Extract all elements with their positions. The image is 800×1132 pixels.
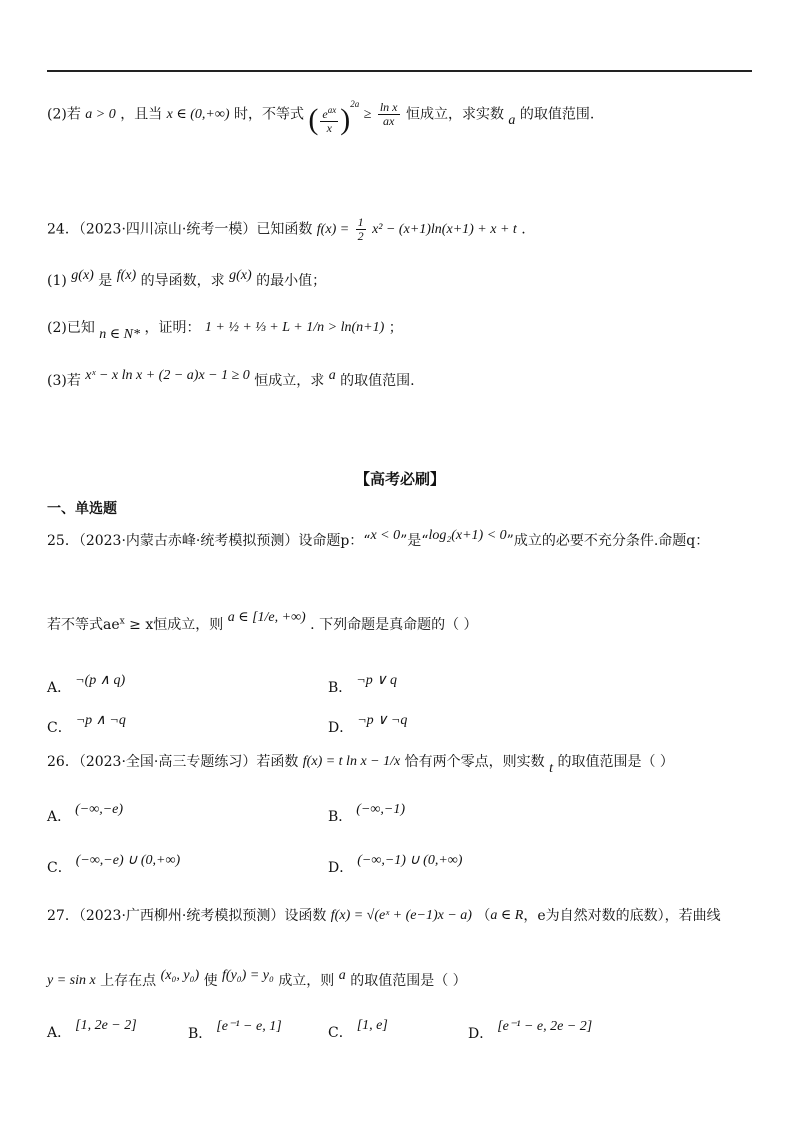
q24-p1-prefix: (1) (47, 273, 67, 289)
q27-option-b[interactable]: B． [e⁻¹ − e, 1] (188, 1019, 282, 1042)
q24-part2 (47, 318, 403, 345)
q24-p1-g: g(x) (71, 268, 94, 283)
q24-p3-end: 的取值范围. (340, 373, 415, 389)
q25-option-c[interactable]: C． ¬p ∧ ¬q (47, 713, 126, 736)
q23-p2-tail: 恒成立，求实数 (405, 106, 504, 123)
q24-stem-prefix: 24．（2023·四川凉山·统考一模）已知函数 (47, 221, 313, 238)
q24-p2-sum: 1 + ½ + ⅓ + L + 1/n > ln(n+1) (204, 320, 385, 335)
q23-p2-ge: ≥ (363, 106, 372, 122)
q26-stem-var: t (549, 761, 554, 776)
q23-p2-cond-a: a > 0 (85, 106, 116, 122)
q25-line1 (47, 526, 709, 551)
q26-stem-a: 26．（2023·全国·高三专题练习）若函数 (47, 754, 299, 770)
q24-part1 (47, 266, 326, 291)
q23-p2-var: a (508, 112, 516, 128)
q27-stem-aR: a ∈ R (490, 908, 524, 923)
q27-stem-a: 27．（2023·广西柳州·统考模拟预测）设函数 (47, 908, 327, 924)
q26-option-b[interactable]: B． (−∞,−1) (328, 802, 405, 825)
q25-cond2: log₂(x+1) < 0 (428, 528, 507, 543)
q25-line1-a: 25．（2023·内蒙古赤峰·统考模拟预测）设命题p：“ (47, 533, 371, 549)
q24-p1-is: 是 (98, 273, 113, 289)
q24-p2-end: ； (388, 320, 403, 336)
q27-stem-func: f(x) = √(eˣ + (e−1)x − a) (330, 908, 472, 923)
q25-option-b[interactable]: B． ¬p ∨ q (328, 673, 397, 696)
q25-line1-b: ”是“ (400, 533, 429, 549)
q26-stem-func: f(x) = t ln x − 1/x (302, 754, 401, 769)
q24-stem (47, 216, 526, 243)
section-title: 【高考必刷】 (354, 470, 445, 488)
q26-option-c[interactable]: C． (−∞,−e) ∪ (0,+∞) (47, 853, 181, 876)
q25-option-d[interactable]: D． ¬p ∨ ¬q (328, 713, 408, 736)
q24-p1-mid: 的导函数，求 (140, 273, 225, 289)
q26-stem-b: 恰有两个零点，则实数 (404, 754, 545, 770)
q24-stem-rest: x² − (x+1)ln(x+1) + x + t (372, 221, 517, 237)
q26-stem-c: 的取值范围是（ ） (557, 754, 674, 770)
q27-option-d[interactable]: D． [e⁻¹ − e, 2e − 2] (468, 1019, 593, 1042)
q27-option-c[interactable]: C． [1, e] (328, 1018, 388, 1041)
q24-part3 (47, 366, 415, 391)
q24-p1-end: 的最小值； (256, 273, 327, 289)
q24-p3-mid: 恒成立，求 (254, 373, 325, 389)
q27-line2-b: 使 (203, 973, 218, 989)
subsection-title: 一、单选题 (47, 501, 117, 517)
q27-line2-a: 上存在点 (100, 973, 157, 989)
q23-p2-mid1: ，且当 (120, 106, 163, 123)
top-rule (47, 70, 752, 72)
q27-line2-d: 的取值范围是（ ） (350, 973, 467, 989)
q23-p2-end: 的取值范围. (519, 106, 595, 123)
q23-p2-prefix: (2)若 (47, 106, 81, 123)
q25-option-a[interactable]: A． ¬(p ∧ q) (47, 673, 126, 696)
q23-p2-rhs: $\frac{\text{ln x}}{ax}$ (379, 100, 398, 129)
q24-p1-g2: g(x) (229, 268, 252, 283)
q23-p2-lhs: ( $\frac{e^{ax}}{x}$ )$^{2a}$ (308, 99, 360, 136)
q24-p2-prefix: (2)已知 (47, 320, 95, 336)
q24-stem-func: f(x) = (316, 221, 350, 237)
q27-option-a[interactable]: A． [1, 2e − 2] (47, 1018, 137, 1041)
q25-line1-c: ”成立的必要不充分条件.命题q： (506, 533, 710, 549)
q25-line2-set: a ∈ [1/e, +∞) (227, 610, 306, 625)
q26-stem (47, 752, 674, 779)
q23-p2-x-in: x ∈ (0,+∞) (166, 106, 230, 122)
q24-p3-prefix: (3)若 (47, 373, 81, 389)
q25-line2-c: . 下列命题是真命题的（ ） (310, 617, 478, 633)
q23-p2-mid2: 时，不等式 (233, 106, 304, 123)
q27-stem-b: （ (476, 908, 491, 924)
q25-line2 (47, 608, 478, 635)
q24-p1-f: f(x) (116, 268, 137, 283)
q24-p2-mid: ，证明： (144, 320, 201, 336)
q25-line2-b: ≥ x恒成立，则 (124, 617, 224, 633)
q27-curve: y = sin x (47, 973, 96, 988)
q27-point: (x₀, y₀) (160, 968, 200, 983)
q24-p3-var: a (328, 368, 336, 383)
q26-option-a[interactable]: A． (−∞,−e) (47, 802, 124, 825)
q27-stem-c: ，e为自然对数的底数），若曲线 (523, 908, 721, 924)
q24-stem-end: . (521, 221, 526, 238)
q27-eq: f(y₀) = y₀ (222, 968, 274, 983)
q25-line2-a: 若不等式ae (47, 617, 120, 633)
q25-cond1: x < 0 (370, 528, 401, 543)
q27-stem (47, 906, 721, 926)
q24-p2-n: n ∈ N* (99, 327, 140, 342)
q23-part2 (47, 94, 594, 135)
q26-option-d[interactable]: D． (−∞,−1) ∪ (0,+∞) (328, 853, 463, 876)
q27-line2-c: 成立，则 (278, 973, 335, 989)
q24-stem-half: $\frac{1}{2}$ (357, 215, 364, 243)
q27-var: a (338, 968, 346, 983)
q24-p3-ineq: xˣ − x ln x + (2 − a)x − 1 ≥ 0 (85, 368, 250, 383)
q25-line2-sup: x (119, 616, 125, 627)
q27-line2 (47, 966, 467, 991)
